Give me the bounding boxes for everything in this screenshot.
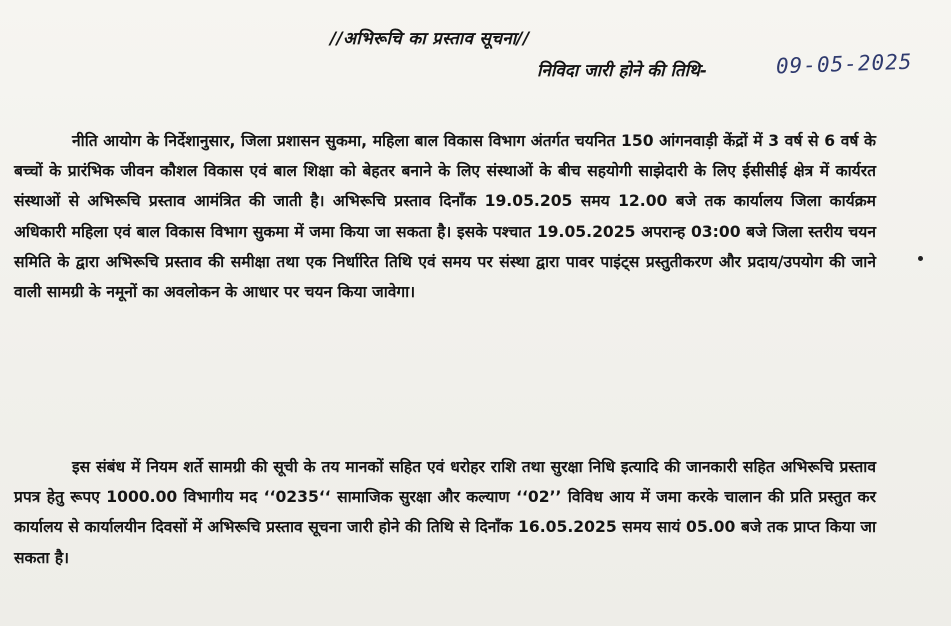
notice-title: //अभिरूचि का प्रस्ताव सूचना// (330, 29, 530, 49)
ink-speck (918, 256, 923, 261)
paragraph-1-text: नीति आयोग के निर्देशानुसार, जिला प्रशासन सुकमा, महिला बाल विकास विभाग अंतर्गत चयनित 150 आंगनवाड़ी केंद्रों में 3 वर्ष से 6 वर्ष के बच्चों के प्रारंभिक जीवन कौशल विकास एवं बाल शिक्षा को बेहतर बनाने के लिए संस्थाओं के बीच सहयोगी साझेदारी के लिए ईसीसीई क्षेत्र में कार्यरत संस्थाओं से अभिरूचि प्रस्ताव आमंत्रित की जाती है। अभिरूचि प्रस्ताव दिनाँक 19.05.205 समय 12.00 बजे तक कार्यालय जिला कार्यक्रम अधिकारी महिला एवं बाल विकास विभाग सुकमा में जमा किया जा सकता है। इसके पश्चात 19.05.2025 अपरान्ह 03:00 बजे जिला स्तरीय चयन समिति के द्वारा अभिरूचि प्रस्ताव की समीक्षा तथा एक निर्धारित तिथि एवं समय पर संस्था द्वारा पावर पाइंट्स प्रस्तुतीकरण और प्रदाय/उपयोग की जाने वाली सामग्री के नमूनों का अवलोकन के आधार पर चयन किया जावेगा। (14, 132, 876, 302)
tender-date-handwritten: 09-05-2025 (775, 49, 913, 79)
tender-date-label: निविदा जारी होने की तिथि- (537, 61, 707, 81)
notice-paragraph-2 (14, 452, 876, 573)
notice-paragraph-1 (14, 126, 876, 307)
paragraph-2-text: इस संबंध में नियम शर्ते सामग्री की सूची के तय मानकों सहित एवं धरोहर राशि तथा सुरक्षा निधि इत्यादि की जानकारी सहित अभिरूचि प्रस्ताव प्रपत्र हेतु रूपए 1000.00 विभागीय मद ‘‘0235‘‘ सामाजिक सुरक्षा और कल्याण ‘‘02’’ विविध आय में जमा करके चालान की प्रति प्रस्तुत कर कार्यालय से कार्यालयीन दिवसों में अभिरूचि प्रस्ताव सूचना जारी होने की तिथि से दिनाँक 16.05.2025 समय सायं 05.00 बजे तक प्राप्त किया जा सकता है। (14, 458, 876, 567)
